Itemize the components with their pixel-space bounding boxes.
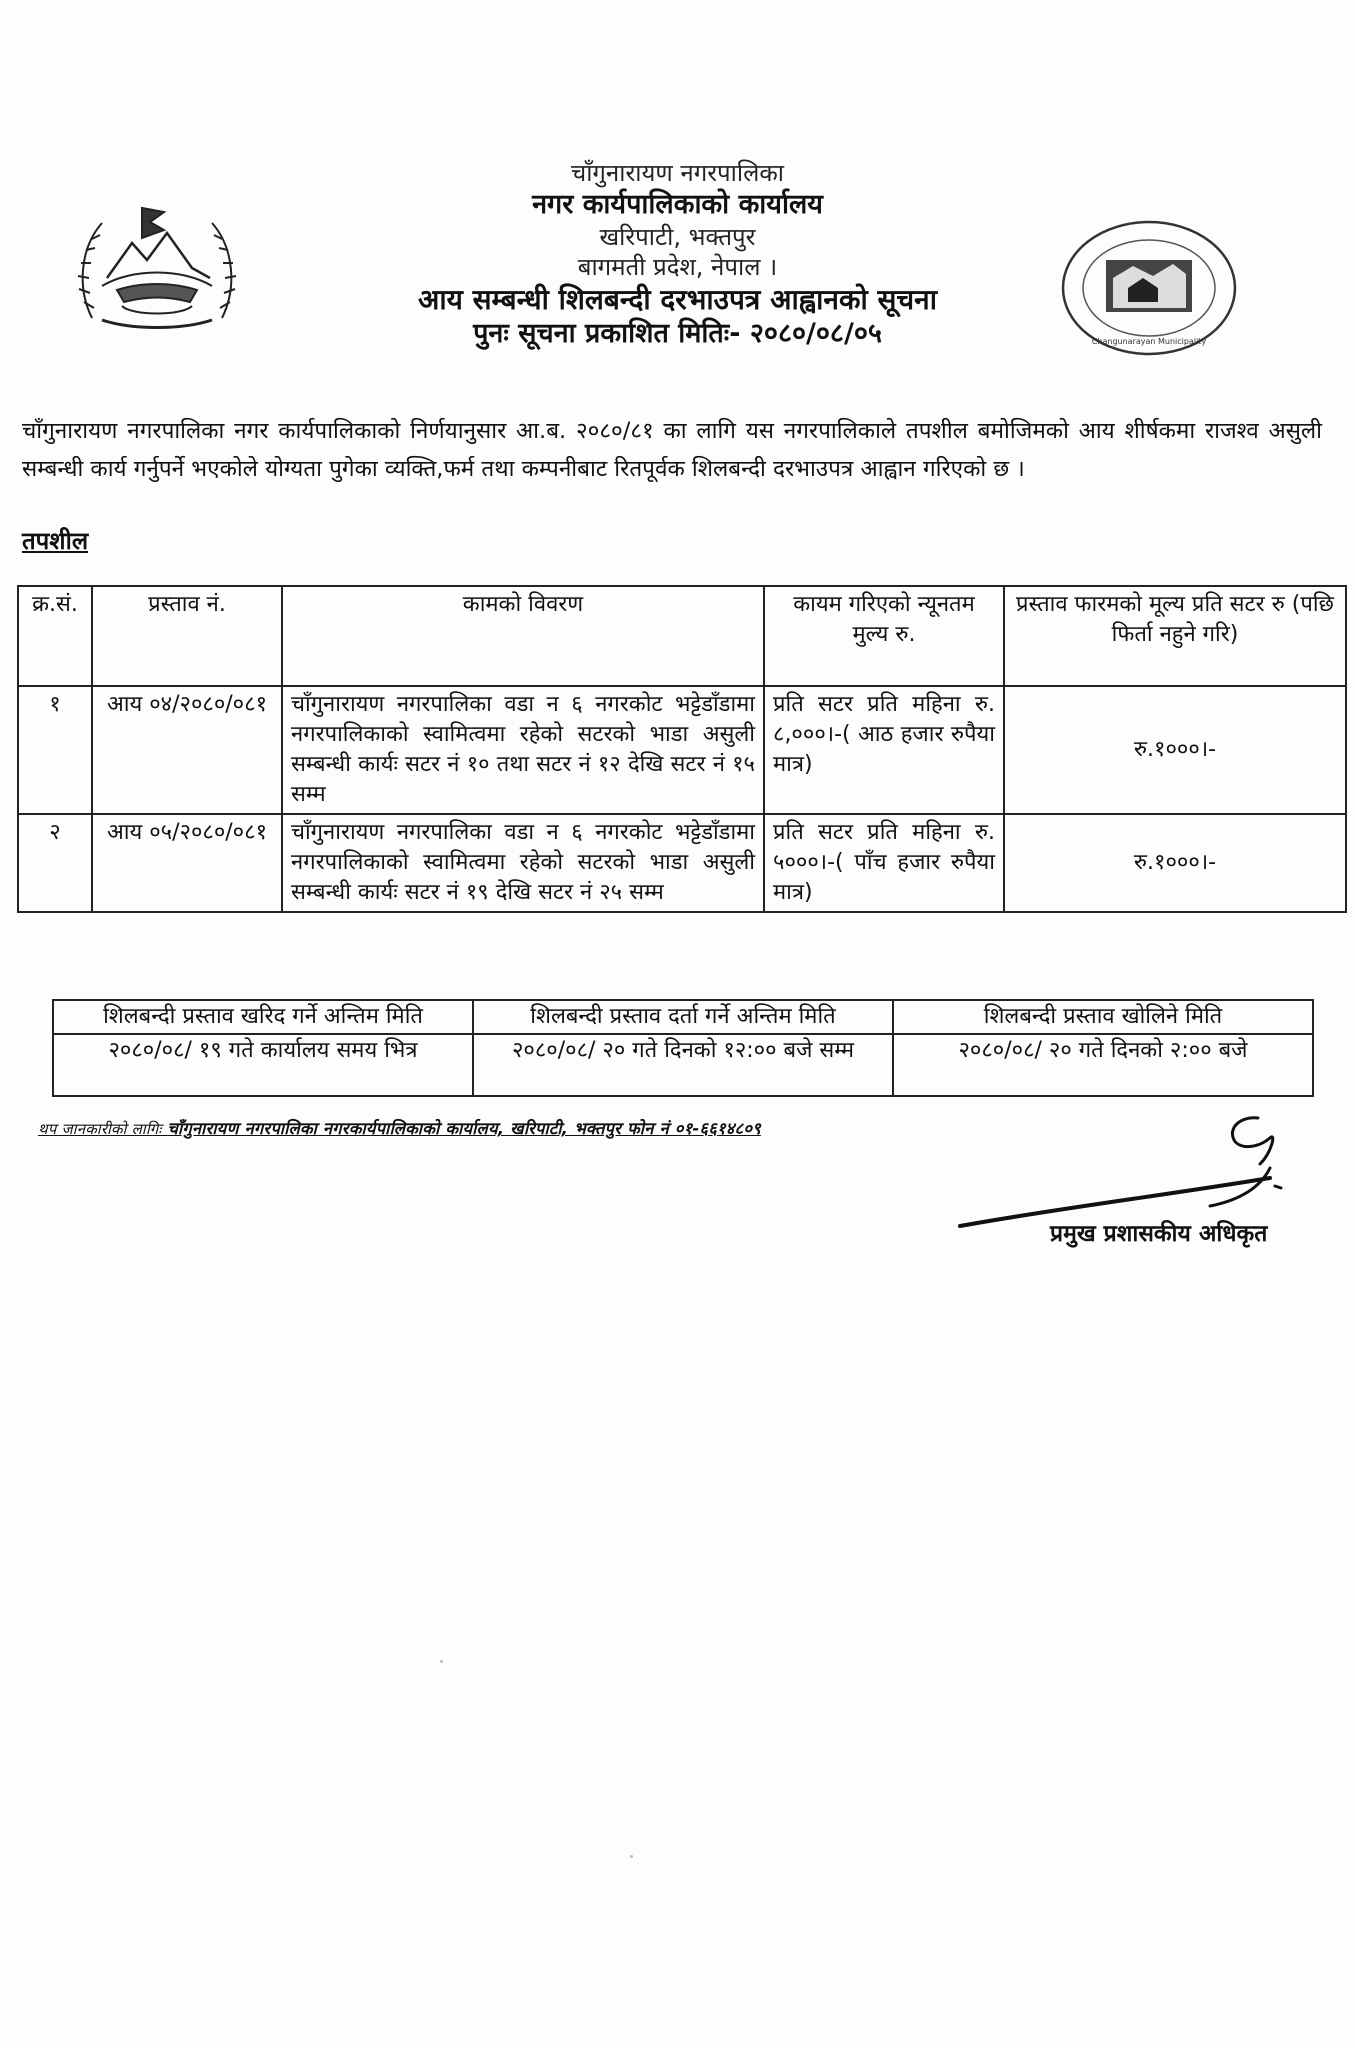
republished-date: पुनः सूचना प्रकाशित मितिः- २०८०/०८/०५	[473, 317, 882, 349]
address-line2: बागमती प्रदेश, नेपाल ।	[577, 252, 778, 281]
contact-label: थप जानकारीको लागिः	[38, 1120, 162, 1138]
header-sn: क्र.सं.	[18, 586, 92, 686]
table-row	[18, 814, 1346, 912]
register-deadline-value: २०८०/०८/ २० गते दिनको १२:०० बजे सम्म	[473, 1034, 893, 1096]
office-name: नगर कार्यपालिकाको कार्यालय	[532, 189, 823, 220]
cell-description: चाँगुनारायण नगरपालिका वडा न ६ नगरकोट भट्टेडाँडामा नगरपालिकाको स्वामित्वमा रहेको सटरको भाडा असुली सम्बन्धी कार्यः सटर नं १९ देखि सटर नं २५ सम्म	[282, 814, 764, 912]
dates-header-row	[53, 1000, 1313, 1034]
intro-paragraph: चाँगुनारायण नगरपालिका नगर कार्यपालिकाको निर्णयानुसार आ.ब. २०८०/८१ का लागि यस नगरपालिकाले तपशील बमोजिमको आय शीर्षकमा राजश्व असुली सम्बन्धी कार्य गर्नुपर्ने भएकोले योग्यता पुगेका व्यक्ति,फर्म तथा कम्पनीबाट रितपूर्वक शिलबन्दी दरभाउपत्र आह्वान गरिएको छ ।	[22, 418, 1322, 482]
register-deadline-label: शिलबन्दी प्रस्ताव दर्ता गर्ने अन्तिम मिति	[473, 1000, 893, 1034]
cell-sn: २	[18, 814, 92, 912]
opening-date-value: २०८०/०८/ २० गते दिनको २:०० बजे	[893, 1034, 1313, 1096]
signatory-designation: प्रमुख प्रशासकीय अधिकृत	[1050, 1221, 1268, 1247]
contact-text: चाँगुनारायण नगरपालिका नगरकार्यपालिकाको कार्यालय, खरिपाटी, भक्तपुर फोन नं ०१-६६१४८०९	[167, 1119, 761, 1138]
cell-form-fee: रु.१०००।-	[1004, 814, 1346, 912]
scan-speck	[440, 1660, 443, 1663]
header-form-fee: प्रस्ताव फारमको मूल्य प्रति सटर रु (पछि फिर्ता नहुने गरि)	[1004, 586, 1346, 686]
cell-form-fee: रु.१०००।-	[1004, 686, 1346, 814]
purchase-deadline-label: शिलबन्दी प्रस्ताव खरिद गर्ने अन्तिम मिति	[53, 1000, 473, 1034]
letterhead	[0, 158, 1355, 351]
purchase-deadline-value: २०८०/०८/ १९ गते कार्यालय समय भित्र	[53, 1034, 473, 1096]
municipality-name: चाँगुनारायण नगरपालिका	[570, 159, 785, 187]
address-line1: खरिपाटी, भक्तपुर	[599, 222, 756, 251]
section-label: तपशील	[22, 527, 89, 555]
dates-value-row	[53, 1034, 1313, 1096]
cell-description: चाँगुनारायण नगरपालिका वडा न ६ नगरकोट भट्टेडाँडामा नगरपालिकाको स्वामित्वमा रहेको सटरको भाडा असुली सम्बन्धी कार्यः सटर नं १० तथा सटर नं १२ देखि सटर नं १५ सम्म	[282, 686, 764, 814]
cell-proposal-no: आय ०५/२०८०/०८१	[92, 814, 282, 912]
header-proposal-no: प्रस्ताव नं.	[92, 586, 282, 686]
dates-table	[52, 999, 1314, 1097]
cell-proposal-no: आय ०४/२०८०/०८१	[92, 686, 282, 814]
header-description: कामको विवरण	[282, 586, 764, 686]
seal-text: Changunarayan Municipality	[1091, 337, 1207, 346]
contact-info	[38, 1116, 761, 1139]
proposal-table	[17, 585, 1347, 913]
table-row	[18, 686, 1346, 814]
cell-min-value: प्रति सटर प्रति महिना रु. ५०००।-( पाँच हजार रुपैया मात्र)	[764, 814, 1004, 912]
table-header-row	[18, 586, 1346, 686]
cell-min-value: प्रति सटर प्रति महिना रु. ८,०००।-( आठ हजार रुपैया मात्र)	[764, 686, 1004, 814]
notice-title: आय सम्बन्धी शिलबन्दी दरभाउपत्र आह्वानको सूचना	[418, 282, 937, 316]
opening-date-label: शिलबन्दी प्रस्ताव खोलिने मिति	[893, 1000, 1313, 1034]
header-min-value: कायम गरिएको न्यूनतम मुल्य रु.	[764, 586, 1004, 686]
scan-speck	[630, 1855, 633, 1858]
cell-sn: १	[18, 686, 92, 814]
